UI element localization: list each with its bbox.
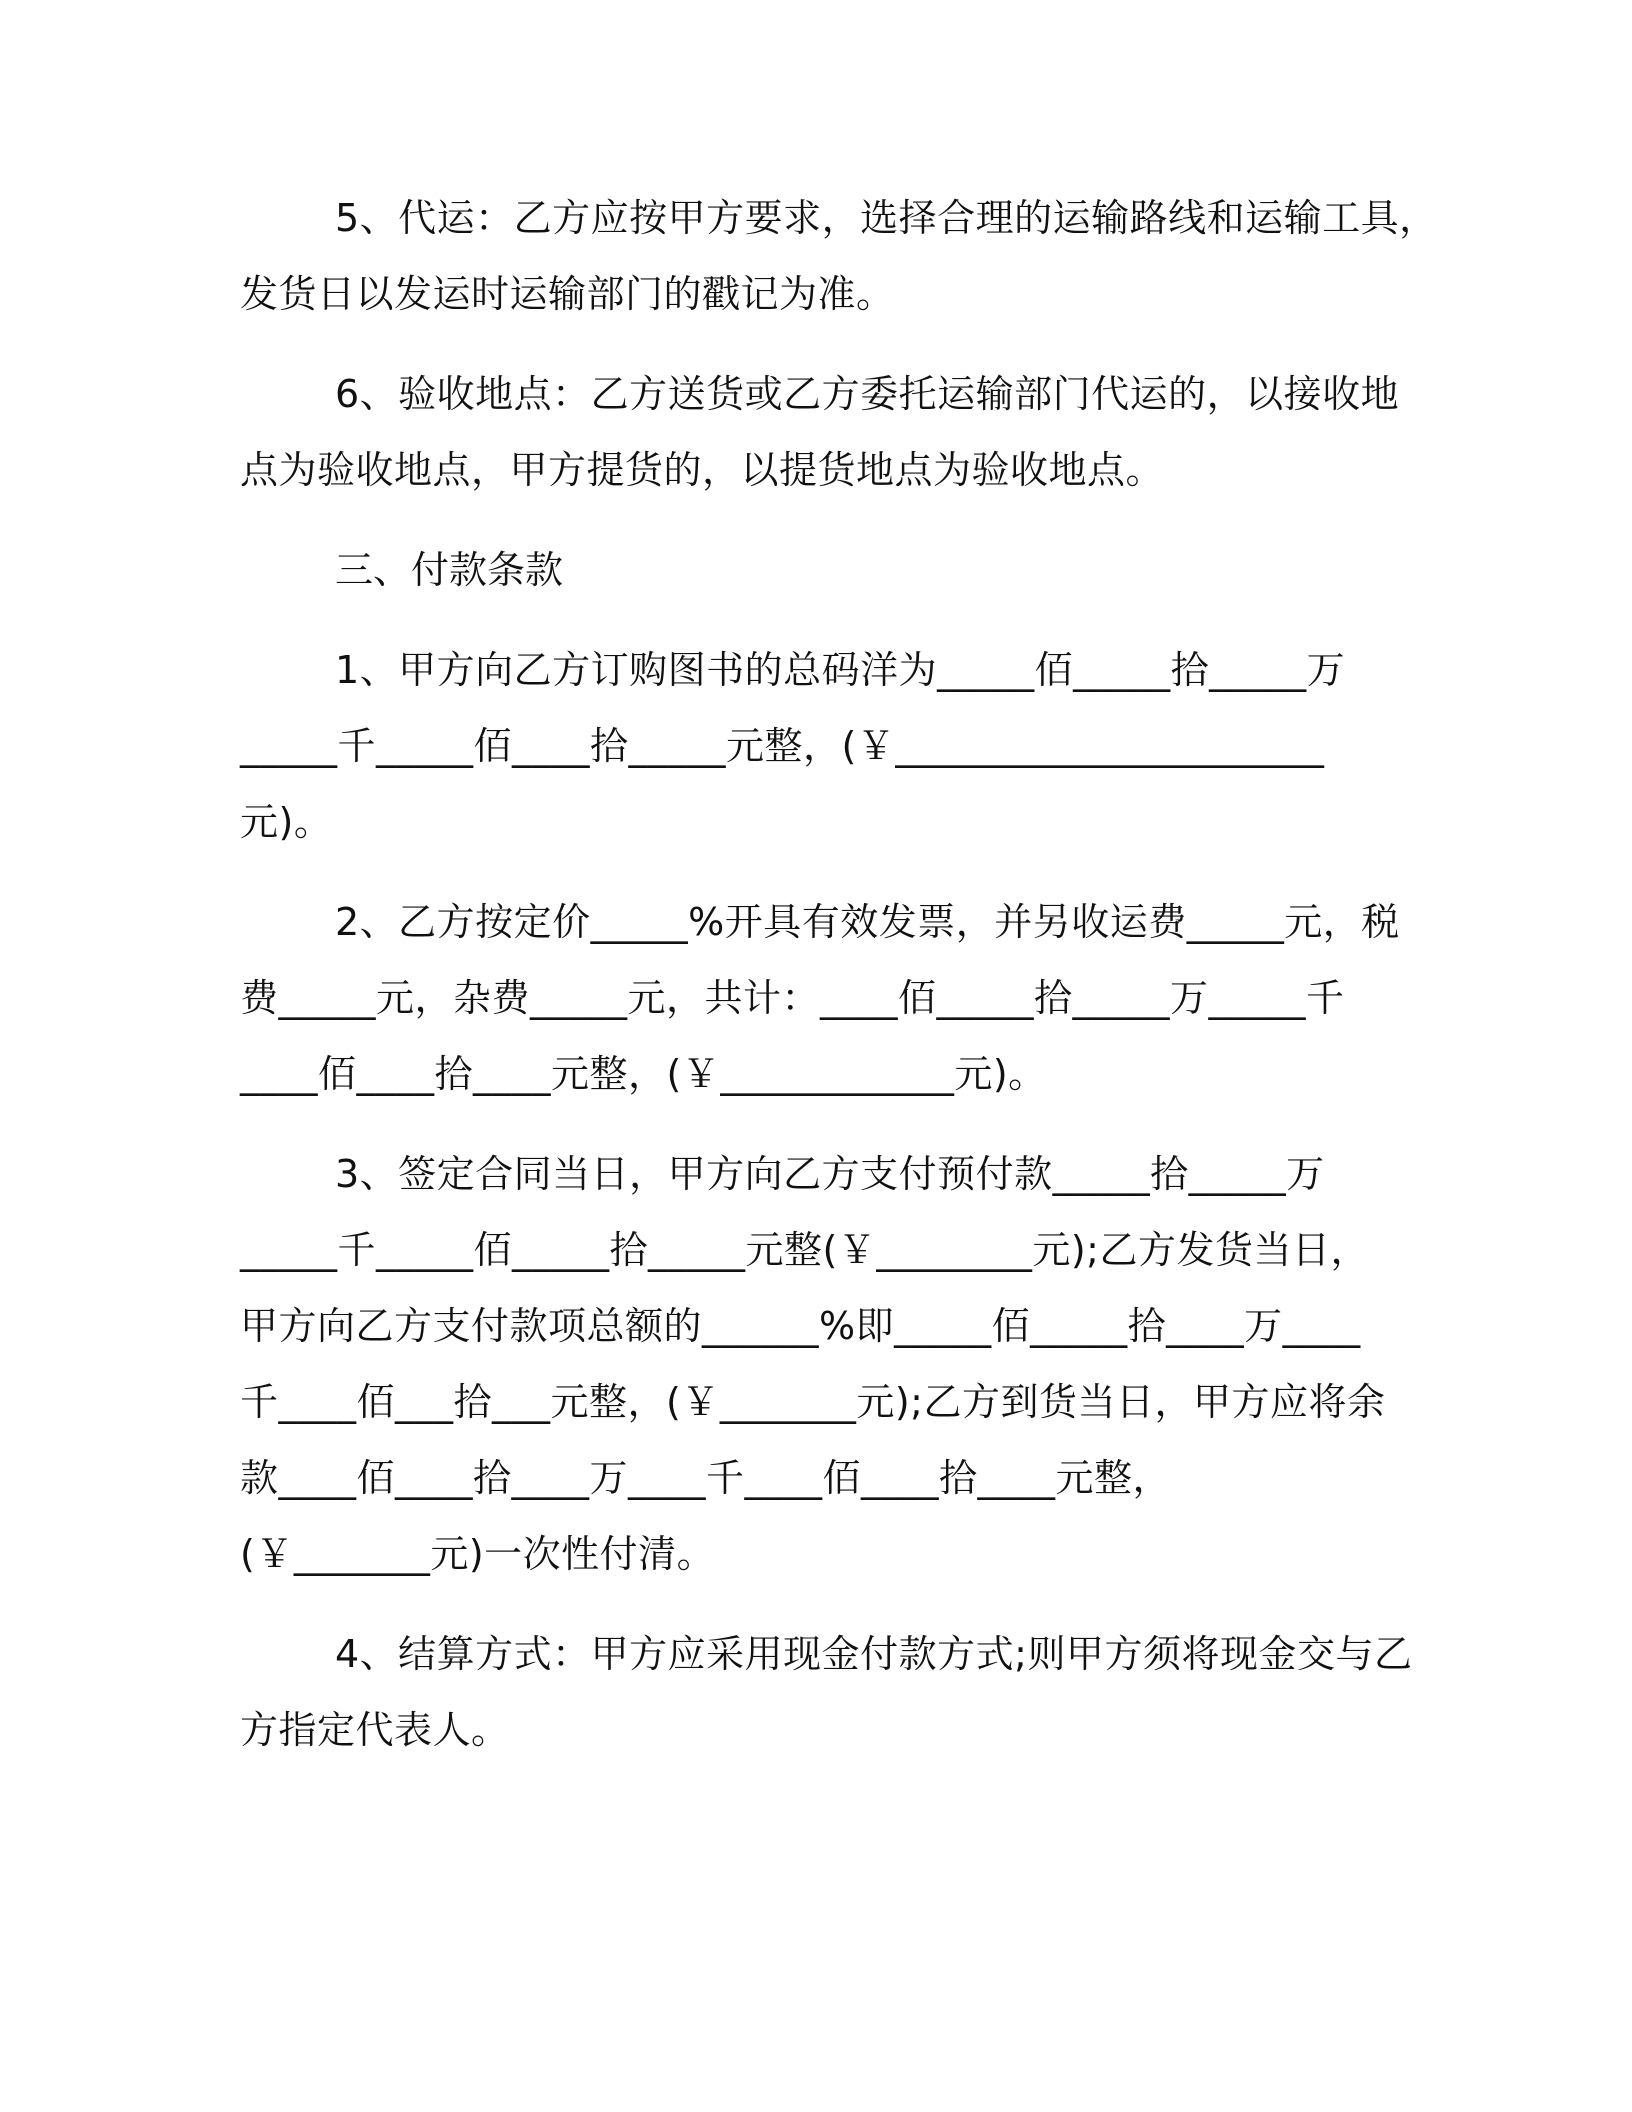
text-line: 3、签定合同当日，甲方向乙方支付预付款_____拾_____万	[335, 1152, 1325, 1196]
text-line: 5、代运：乙方应按甲方要求，选择合理的运输路线和运输工具，	[335, 196, 1438, 240]
text-line: 元)。	[240, 800, 333, 844]
text-line: 点为验收地点，甲方提货的，以提货地点为验收地点。	[240, 448, 1165, 492]
payment-clause-3	[240, 1136, 1386, 1592]
document-page	[240, 180, 1438, 1792]
payment-clause-1	[240, 632, 1380, 860]
text-line: _____千_____佰____拾_____元整，(￥______________________	[240, 724, 1325, 768]
text-line: 千____佰___拾___元整，(￥_______元);乙方到货当日，甲方应将余	[240, 1380, 1386, 1424]
text-line: 1、甲方向乙方订购图书的总码洋为_____佰_____拾_____万	[335, 648, 1346, 692]
text-line: 款____佰____拾____万____千____佰____拾____元整，	[240, 1456, 1172, 1500]
text-line: 费_____元，杂费_____元，共计：____佰_____拾_____万_____千	[240, 976, 1345, 1020]
text-line: 甲方向乙方支付款项总额的______%即_____佰_____拾____万____	[240, 1304, 1361, 1348]
text-line: 2、乙方按定价_____%开具有效发票，并另收运费_____元，税	[335, 900, 1400, 944]
section-heading-payment-terms	[240, 532, 1380, 608]
payment-clause-4-settlement	[240, 1616, 1413, 1768]
text-line: ____佰____拾____元整，(￥____________元)。	[240, 1052, 1047, 1096]
clause-5-shipping	[240, 180, 1438, 332]
text-line: 三、付款条款	[335, 548, 564, 592]
text-line: (￥_______元)一次性付清。	[240, 1532, 716, 1576]
payment-clause-2	[240, 884, 1400, 1112]
text-line: _____千_____佰_____拾_____元整(￥________元);乙方发货当日，	[240, 1228, 1369, 1272]
clause-6-inspection-location	[240, 356, 1400, 508]
text-line: 发货日以发运时运输部门的戳记为准。	[240, 272, 895, 316]
text-line: 4、结算方式：甲方应采用现金付款方式;则甲方须将现金交与乙	[335, 1632, 1413, 1676]
text-line: 6、验收地点：乙方送货或乙方委托运输部门代运的，以接收地	[335, 372, 1400, 416]
text-line: 方指定代表人。	[240, 1708, 510, 1752]
